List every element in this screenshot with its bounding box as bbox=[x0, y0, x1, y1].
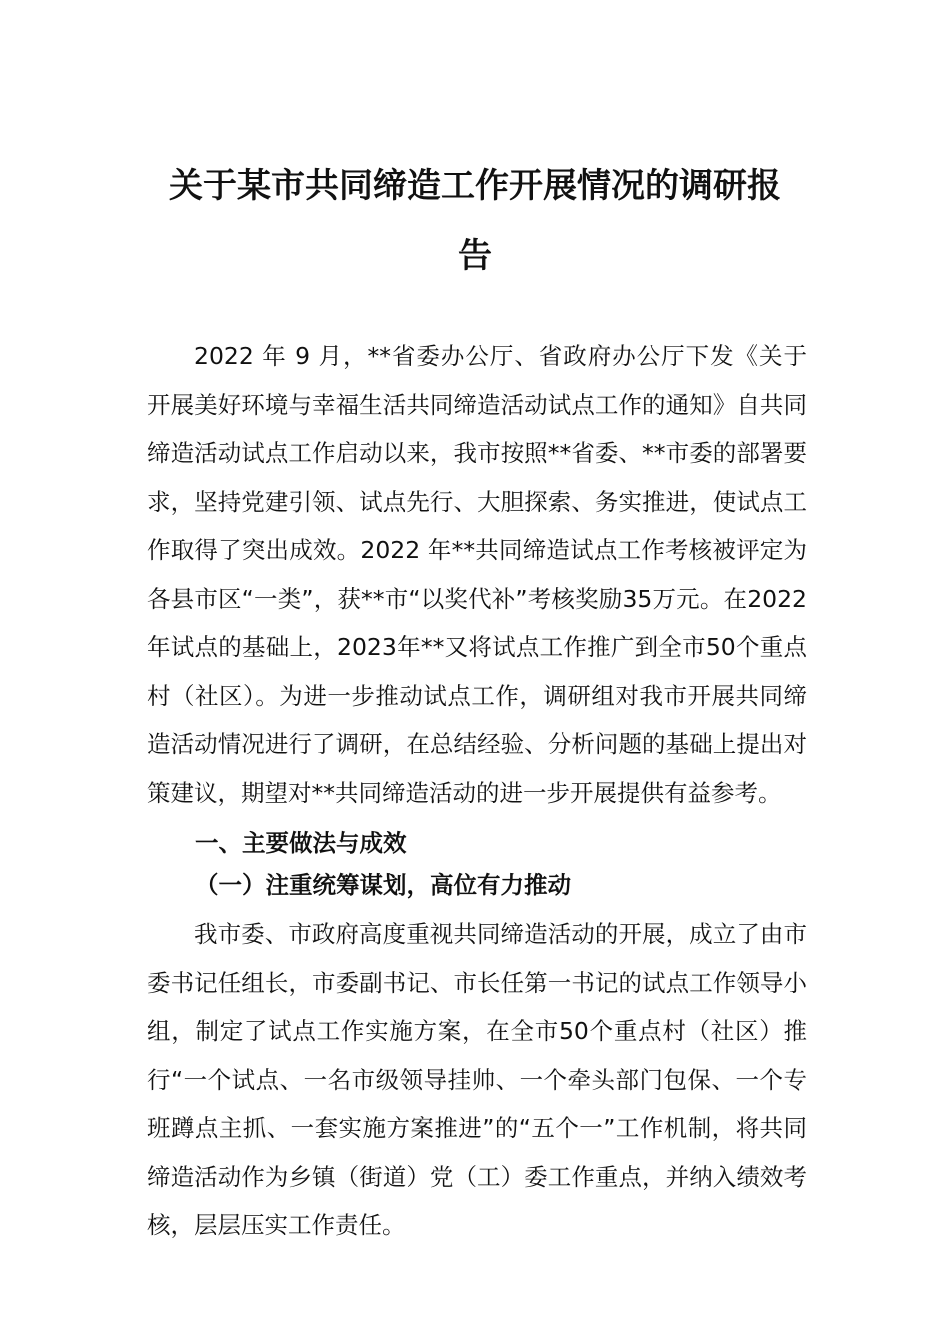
subsection-heading-planning: （一）注重统筹谋划，高位有力推动 bbox=[195, 871, 571, 899]
subsection-paragraph: 我市委、市政府高度重视共同缔造活动的开展，成立了由市委书记任组长，市委副书记、市长任第一书记的试点工作领导小组，制定了试点工作实施方案，在全市50个重点村（社区）推行“一个试点、一名市级领导挂帅、一个牵头部门包保、一个专班蹲点主抓、一套实施方案推进”的“五个一”工作机制，将共同缔造活动作为乡镇（街道）党（工）委工作重点，并纳入绩效考核，层层压实工作责任。 bbox=[147, 920, 807, 1239]
document-title-line-2: 告 bbox=[458, 236, 492, 276]
subsection-body bbox=[147, 910, 807, 1250]
intro-paragraph: 2022 年 9 月，**省委办公厅、省政府办公厅下发《关于开展美好环境与幸福生活共同缔造活动试点工作的通知》自共同缔造活动试点工作启动以来，我市按照**省委、**市委的部署要求，坚持党建引领、试点先行、大胆探索、务实推进，使试点工作取得了突出成效。2022 年**共同缔造试点工作考核被评定为各县市区“一类”，获**市“以奖代补”考核奖励35万元。在2022年试点的基础上，2023年**又将试点工作推广到全市50个重点村（社区）。为进一步推动试点工作，调研组对我市开展共同缔造活动情况进行了调研，在总结经验、分析问题的基础上提出对策建议，期望对**共同缔造活动的进一步开展提供有益参考。 bbox=[147, 342, 807, 807]
section-heading-main-practices: 一、主要做法与成效 bbox=[195, 829, 407, 857]
intro-section bbox=[147, 332, 807, 817]
document-title-line-1: 关于某市共同缔造工作开展情况的调研报 bbox=[169, 166, 781, 206]
